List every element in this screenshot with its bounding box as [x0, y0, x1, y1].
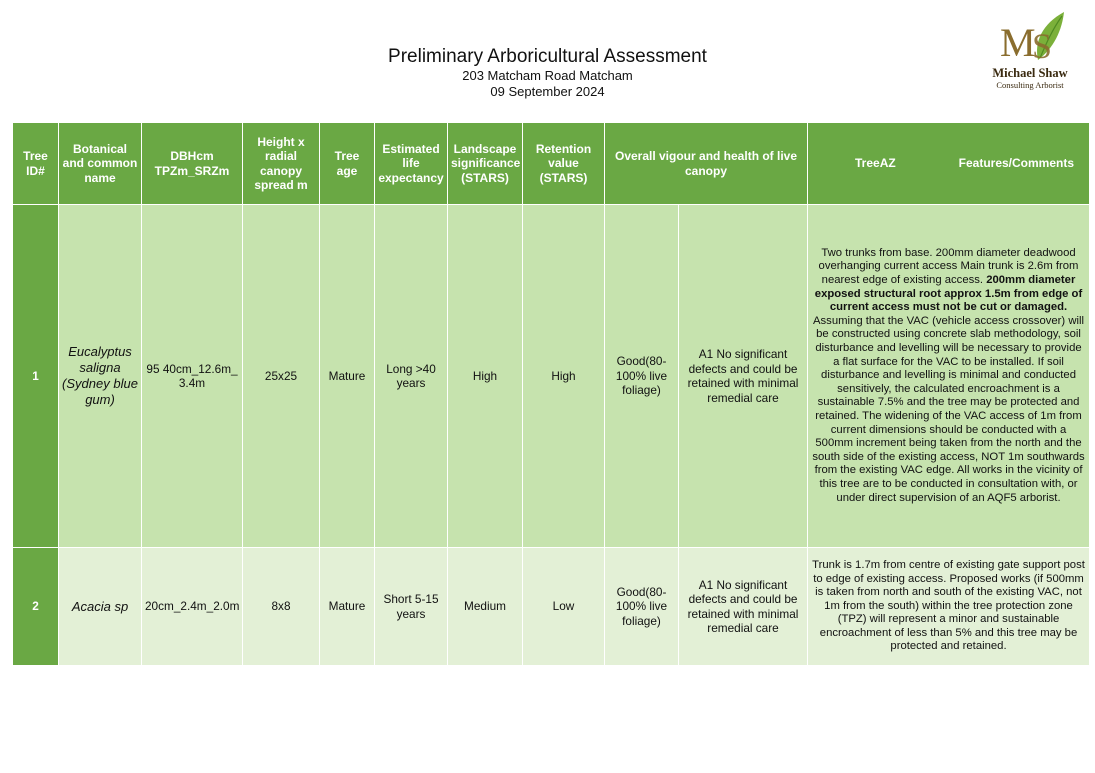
treeaz-cell: A1 No significant defects and could be retained with minimal remedial care — [679, 205, 808, 548]
table-row — [13, 205, 1090, 548]
comments-warning: 200mm diameter exposed structural root approx 1.5m from edge of current access must not be cut or damaged. — [814, 274, 1083, 314]
botanical-name-cell: Eucalyptus saligna (Sydney blue gum) — [59, 205, 142, 548]
header-life-expectancy: Estimated life expectancy — [375, 123, 448, 205]
tree-id-cell: 2 — [13, 548, 59, 666]
svg-text:M: M — [1000, 20, 1036, 65]
document-title: Preliminary Arboricultural Assessment — [388, 46, 707, 67]
life-expectancy-cell: Short 5-15 years — [375, 548, 448, 666]
height-spread-cell: 25x25 — [243, 205, 320, 548]
header-retention-value: Retention value (STARS) — [523, 123, 605, 205]
retention-value-cell: High — [523, 205, 605, 548]
comments-cell — [808, 205, 1090, 548]
dbh-cell: 20cm_2.4m_2.0m — [142, 548, 243, 666]
retention-value-cell: Low — [523, 548, 605, 666]
header-dbh: DBHcm TPZm_SRZm — [142, 123, 243, 205]
logo-role: Consulting Arborist — [996, 80, 1064, 90]
header-tree-age: Tree age — [320, 123, 375, 205]
tree-assessment-table — [12, 122, 1090, 666]
header-landscape-significance: Landscape significance (STARS) — [448, 123, 523, 205]
comments-cell: Trunk is 1.7m from centre of existing gate support post to edge of existing access. Proposed works (if 500mm is taken from north and south of the existing VAC, not 1m from the south) within the tree protection zone (TPZ) will represent a minor and sustainable encroachment of less than 5% and this tree may be protected and retained. — [808, 548, 1090, 666]
landscape-significance-cell: Medium — [448, 548, 523, 666]
logo-name: Michael Shaw — [992, 66, 1068, 80]
assessment-date: 09 September 2024 — [490, 84, 605, 99]
vigour-cell: Good(80-100% live foliage) — [605, 548, 679, 666]
document-header — [0, 46, 1095, 100]
header-height-spread: Height x radial canopy spread m — [243, 123, 320, 205]
treeaz-cell: A1 No significant defects and could be retained with minimal remedial care — [679, 548, 808, 666]
height-spread-cell: 8x8 — [243, 548, 320, 666]
table-header-row — [13, 123, 1090, 205]
comments-text-continued: Assuming that the VAC (vehicle access crossover) will be constructed using concrete slab methodology, soil disturbance and levelling will be necessary to provide a flat surface for the VAC to be installed. If soil disturbance and levelling is minimal and conducted sensitively, the calculated encroachment is a sustainable 7.5% and the tree may be protected and retained. The widening of the VAC access of 1m from current dimensions should be conducted with a 500mm increment being taken from the north and the south side of the existing access, NOT 1m southwards from the existing VAC edge. All works in the vicinity of this tree are to be conducted in consultation with, or under direct supervision of an AQF5 arborist. — [812, 314, 1085, 504]
table-row — [13, 548, 1090, 666]
site-address: 203 Matcham Road Matcham — [462, 68, 633, 83]
ms-monogram-icon — [990, 10, 1070, 66]
company-logo — [980, 10, 1080, 100]
tree-age-cell: Mature — [320, 205, 375, 548]
dbh-cell: 95 40cm_12.6m_ 3.4m — [142, 205, 243, 548]
header-vigour: Overall vigour and health of live canopy — [605, 123, 808, 205]
vigour-cell: Good(80-100% live foliage) — [605, 205, 679, 548]
comments-text: Two trunks from base. 200mm diameter deadwood overhanging current access Main trunk is 2.6m from nearest edge of existing access. — [818, 246, 1079, 287]
header-treeaz: TreeAZ — [855, 156, 896, 171]
header-features: Features/Comments — [958, 156, 1075, 171]
header-botanical-name: Botanical and common name — [59, 123, 142, 205]
tree-id-cell: 1 — [13, 205, 59, 548]
landscape-significance-cell: High — [448, 205, 523, 548]
header-tree-id: Tree ID# — [13, 123, 59, 205]
life-expectancy-cell: Long >40 years — [375, 205, 448, 548]
botanical-name-cell: Acacia sp — [59, 548, 142, 666]
svg-text:S: S — [1032, 26, 1053, 66]
tree-age-cell: Mature — [320, 548, 375, 666]
header-treeaz-features — [808, 123, 1090, 205]
